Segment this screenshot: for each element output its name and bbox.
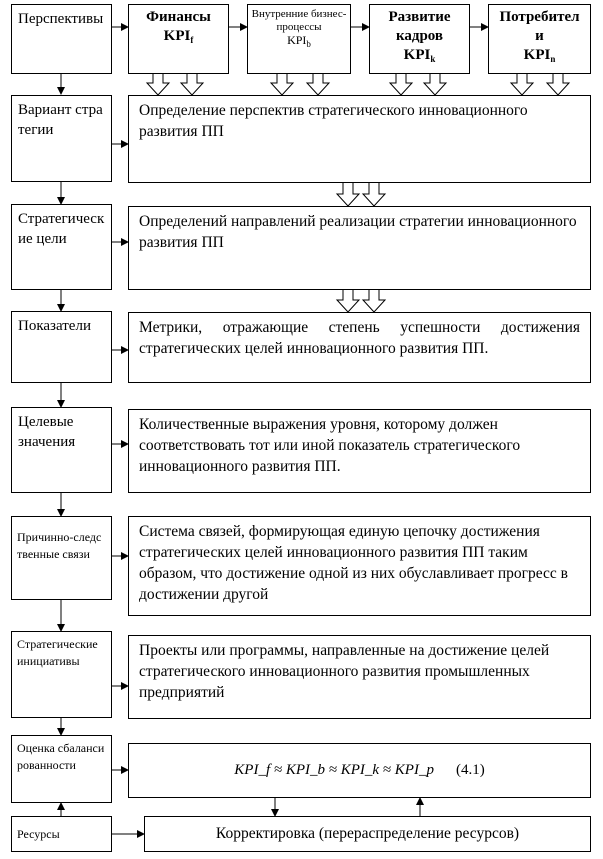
finance-kpi: KPI [163,28,191,44]
resource-correction-box [144,816,591,852]
perspectives-label: Перспективы [18,11,104,27]
strategy-variant-description-box [128,95,591,183]
target-values-description: Количественные выражения уровня, которому должен соответствовать тот или иной показатель стратегического инновационного развития ПП. [139,416,521,475]
strategic-initiatives-description-box [128,635,591,719]
resource-correction-label: Корректировка (перераспределение ресурсов) [215,825,520,842]
finance-kpi-sub: f [190,35,194,45]
internal-process-label: Внутренние бизнес-процессы [251,8,347,33]
people-development-kpi-box [369,4,470,74]
strategic-goals-box [11,204,112,290]
balance-assessment-label: Оценка сбалансированности [17,741,105,772]
consumers-label: Потребители [499,9,580,44]
strategic-initiatives-box [11,631,112,718]
consumers-kpi-sub: n [550,54,556,64]
balance-formula: KPI_f ≈ KPI_b ≈ KPI_k ≈ KPI_p [234,762,434,778]
target-values-description-box [128,409,591,493]
people-development-label: Развитие кадров [388,9,451,44]
internal-process-kpi-box [247,4,351,74]
consumers-kpi-box [488,4,591,74]
indicators-description: Метрики, отражающие степень успешности достижения стратегических целей инновационного развития ПП. [139,319,580,357]
strategic-goals-description-box [128,206,591,290]
indicators-description-box [128,312,591,383]
strategy-variant-box [11,95,112,182]
strategy-variant-description: Определение перспектив стратегического инновационного развития ПП [139,102,528,140]
strategic-goals-label: Стратегические цели [18,211,105,247]
target-values-box [11,407,112,493]
internal-process-kpi: KPI [287,33,307,47]
balance-assessment-box [11,735,112,803]
people-development-kpi: KPI [403,47,431,63]
cause-effect-box [11,516,112,600]
target-values-label: Целевые значения [18,414,76,450]
finance-kpi-box [128,4,229,74]
perspectives-box [11,4,112,74]
cause-effect-description-box [128,516,591,616]
consumers-kpi: KPI [523,47,551,63]
strategic-initiatives-label: Стратегические инициативы [17,637,98,668]
indicators-label: Показатели [18,318,91,334]
people-development-kpi-sub: k [430,54,436,64]
cause-effect-description: Система связей, формирующая единую цепочку достижения стратегических целей инновационного развития ПП таким образом, что достижение одной из них обуславливает прогресс в достижении другой [139,523,568,603]
resources-label: Ресурсы [17,827,60,841]
formula-number: (4.1) [455,762,485,778]
internal-process-kpi-sub: b [306,39,311,49]
strategic-goals-description: Определений направлений реализации стратегии инновационного развития ПП [139,213,577,251]
cause-effect-label: Причинно-следственные связи [17,530,102,561]
strategic-initiatives-description: Проекты или программы, направленные на достижение целей стратегического инновационного развития промышленных предприятий [139,642,550,701]
balance-formula-box [128,743,591,798]
strategy-variant-label: Вариант стратегии [18,102,103,138]
finance-label: Финансы [146,9,211,25]
indicators-box [11,311,112,383]
resources-box [11,816,112,852]
